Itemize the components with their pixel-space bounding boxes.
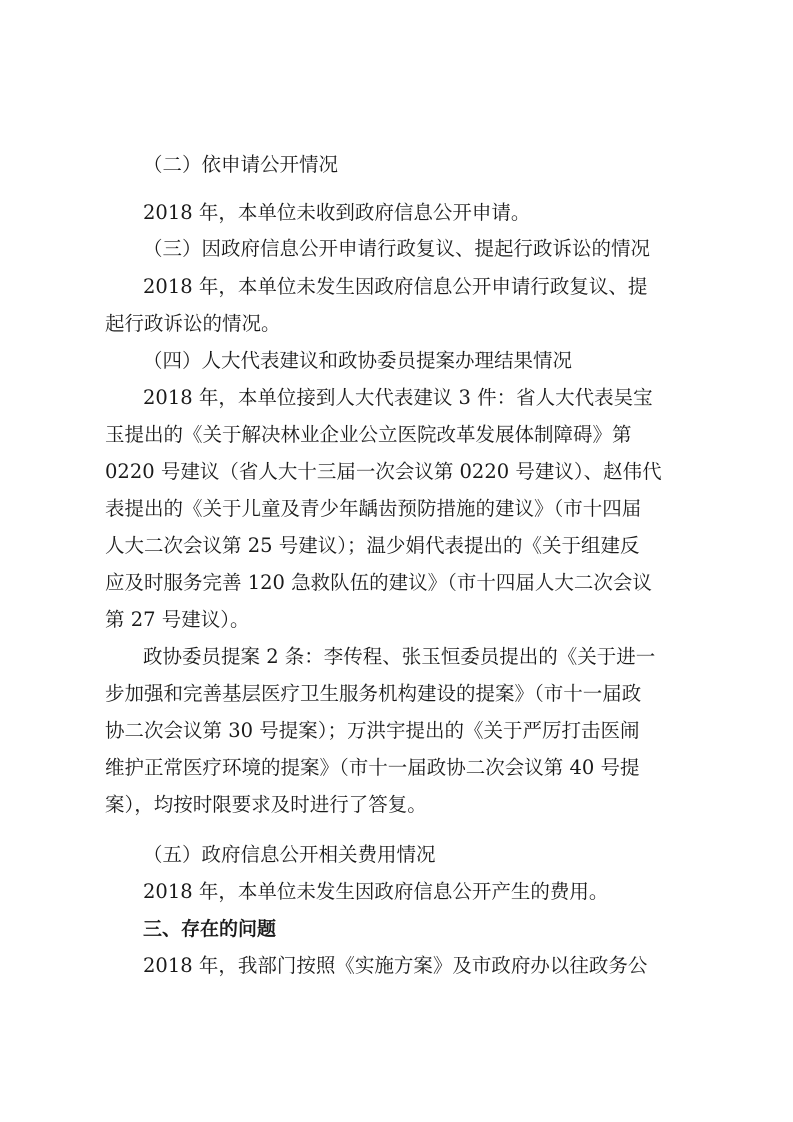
section-heading-review-litigation: （三）因政府信息公开申请行政复议、提起行政诉讼的情况 xyxy=(143,237,651,260)
paragraph-line: 玉提出的《关于解决林业企业公立医院改革发展体制障碍》第 xyxy=(105,423,632,446)
paragraph-line: 步加强和完善基层医疗卫生服务机构建设的提案》（市十一届政 xyxy=(105,682,642,705)
section-heading-application-disclosure: （二）依申请公开情况 xyxy=(143,153,339,176)
paragraph-line: 2018 年，本单位未发生因政府信息公开产生的费用。 xyxy=(143,880,609,903)
section-heading-fees: （五）政府信息公开相关费用情况 xyxy=(143,843,436,866)
paragraph-line: 2018 年，本单位未收到政府信息公开申请。 xyxy=(143,201,531,224)
paragraph-line: 维护正常医疗环境的提案》（市十一届政协二次会议第 40 号提 xyxy=(105,756,640,779)
section-heading-proposals: （四）人大代表建议和政协委员提案办理结果情况 xyxy=(143,349,573,372)
chapter-heading-problems: 三、存在的问题 xyxy=(143,918,277,940)
paragraph-line: 0220 号建议（省人大十三届一次会议第 0220 号建议）、赵伟代 xyxy=(105,460,662,483)
paragraph-line: 应及时服务完善 120 急救队伍的建议》（市十四届人大二次会议 xyxy=(105,571,652,594)
paragraph-line: 人大二次会议第 25 号建议）；温少娟代表提出的《关于组建反 xyxy=(105,534,640,557)
paragraph-line: 起行政诉讼的情况。 xyxy=(105,312,281,335)
paragraph-line: 案），均按时限要求及时进行了答复。 xyxy=(105,793,427,816)
paragraph-line: 协二次会议第 30 号提案）；万洪宇提出的《关于严厉打击医闹 xyxy=(105,719,640,742)
paragraph-line: 2018 年，本单位接到人大代表建议 3 件：省人大代表吴宝 xyxy=(143,386,653,409)
paragraph-line: 2018 年，本单位未发生因政府信息公开申请行政复议、提 xyxy=(143,275,648,298)
paragraph-line: 2018 年，我部门按照《实施方案》及市政府办以往政务公 xyxy=(143,954,648,977)
paragraph-line: 第 27 号建议）。 xyxy=(105,608,250,631)
paragraph-line: 表提出的《关于儿童及青少年龋齿预防措施的建议》（市十四届 xyxy=(105,497,642,520)
paragraph-line: 政协委员提案 2 条：李传程、张玉恒委员提出的《关于进一 xyxy=(143,645,656,668)
